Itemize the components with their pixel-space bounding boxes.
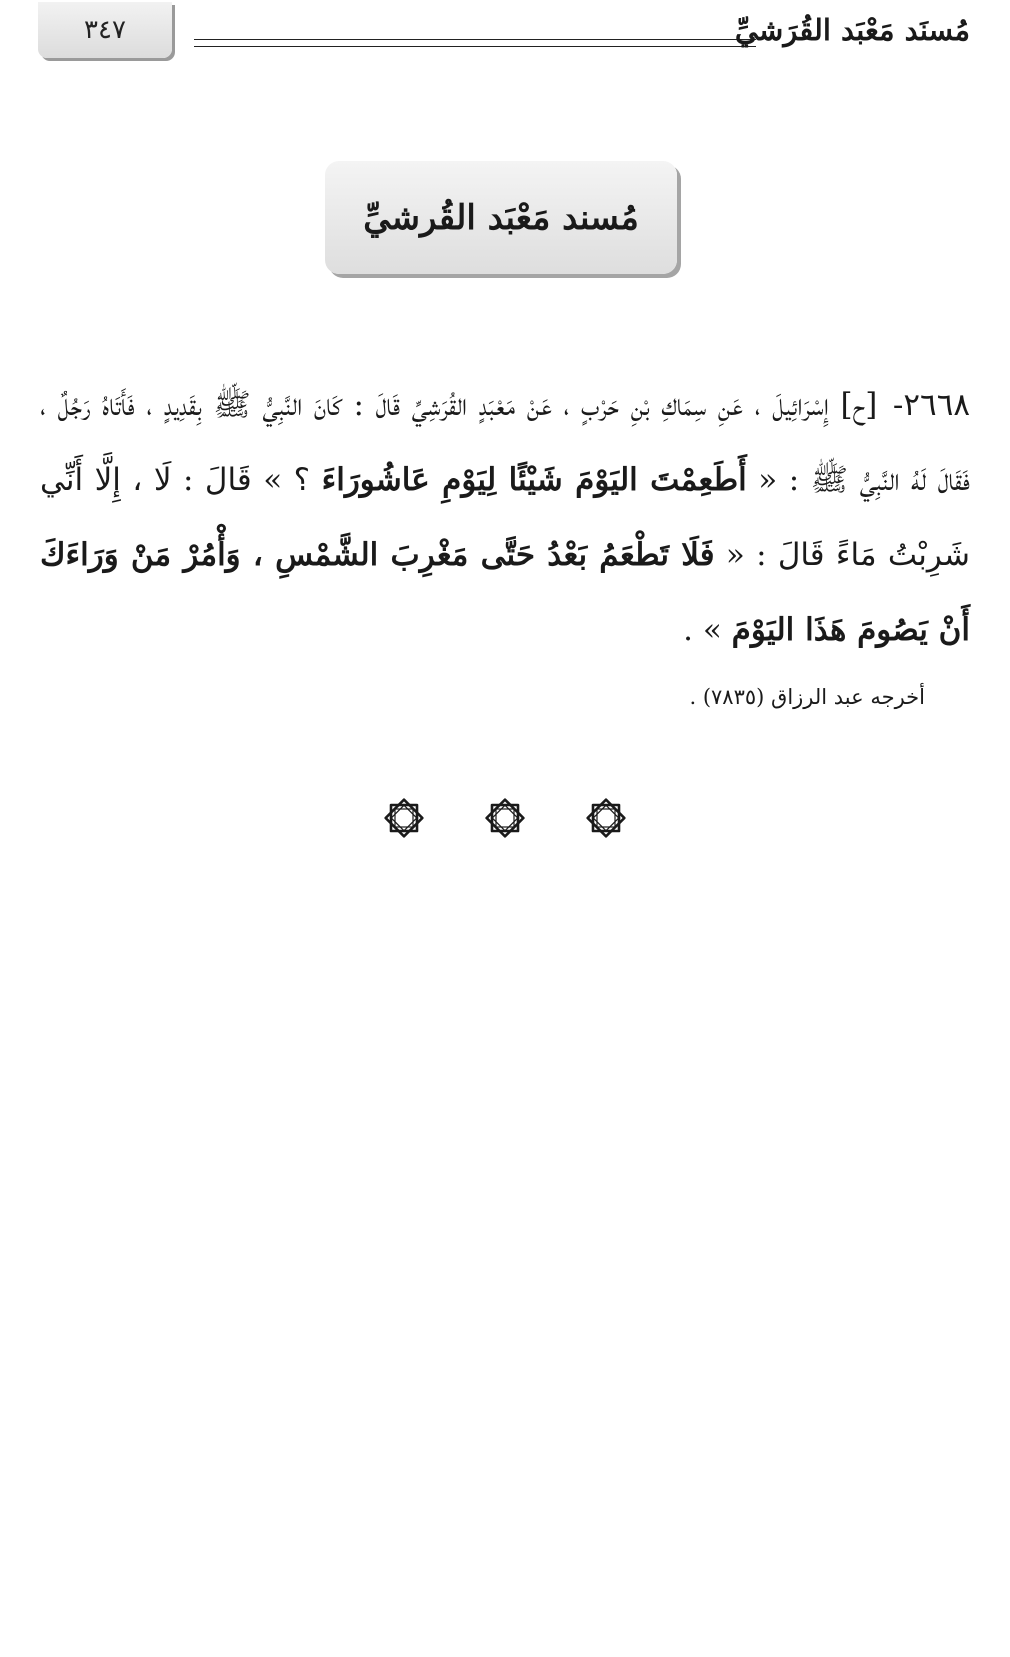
eight-point-star-icon xyxy=(380,794,428,842)
hadith-narration-middle: ؟ » قَالَ : لَا ، إِلَّا أَنِّي شَرِبْتُ مَاءً قَالَ : « xyxy=(40,462,971,573)
takhrij-footnote: أخرجه عبد الرزاق (٧٨٣٥) . xyxy=(689,685,925,709)
chapter-title: مُسند مَعْبَد القُرشيِّ xyxy=(363,197,639,238)
eight-point-star-icon xyxy=(481,794,529,842)
ornament-divider xyxy=(380,793,630,843)
hadith-closing: » . xyxy=(683,612,722,648)
page-number: ٣٤٧ xyxy=(84,15,126,45)
running-title: مُسنَد مَعْبَد القُرَشيِّ xyxy=(734,13,970,47)
hadith-isnad-and-matn: [ح] إِسْرَائِيلَ ، عَنِ سِمَاكِ بْنِ حَرْبٍ ، عَنْ مَعْبَدٍ القُرَشِيِّ قَالَ : كَانَ النَّبِيُّ ﷺ بِقَدِيدٍ ، فَأَتَاهُ رَجُلٌ ، فَقَالَ لَهُ النَّبِيُّ ﷺ : « xyxy=(40,387,971,498)
prophetic-quote-1: أَطَعِمْتَ اليَوْمَ شَيْئًا لِيَوْمِ عَاشُورَاءَ xyxy=(321,462,747,498)
prophetic-quote-2: فَلَا تَطْعَمُ بَعْدُ حَتَّى مَغْرِبَ الشَّمْسِ ، وَأْمُرْ مَنْ وَرَاءَكَ أَنْ يَصُومَ هَذَا اليَوْمَ xyxy=(40,537,970,648)
hadith-text xyxy=(40,368,970,668)
hadith-number: ٢٦٦٨- xyxy=(892,387,970,423)
chapter-title-box xyxy=(325,161,677,274)
page-number-box xyxy=(38,2,172,58)
header-rule xyxy=(194,39,756,47)
eight-point-star-icon xyxy=(582,794,630,842)
